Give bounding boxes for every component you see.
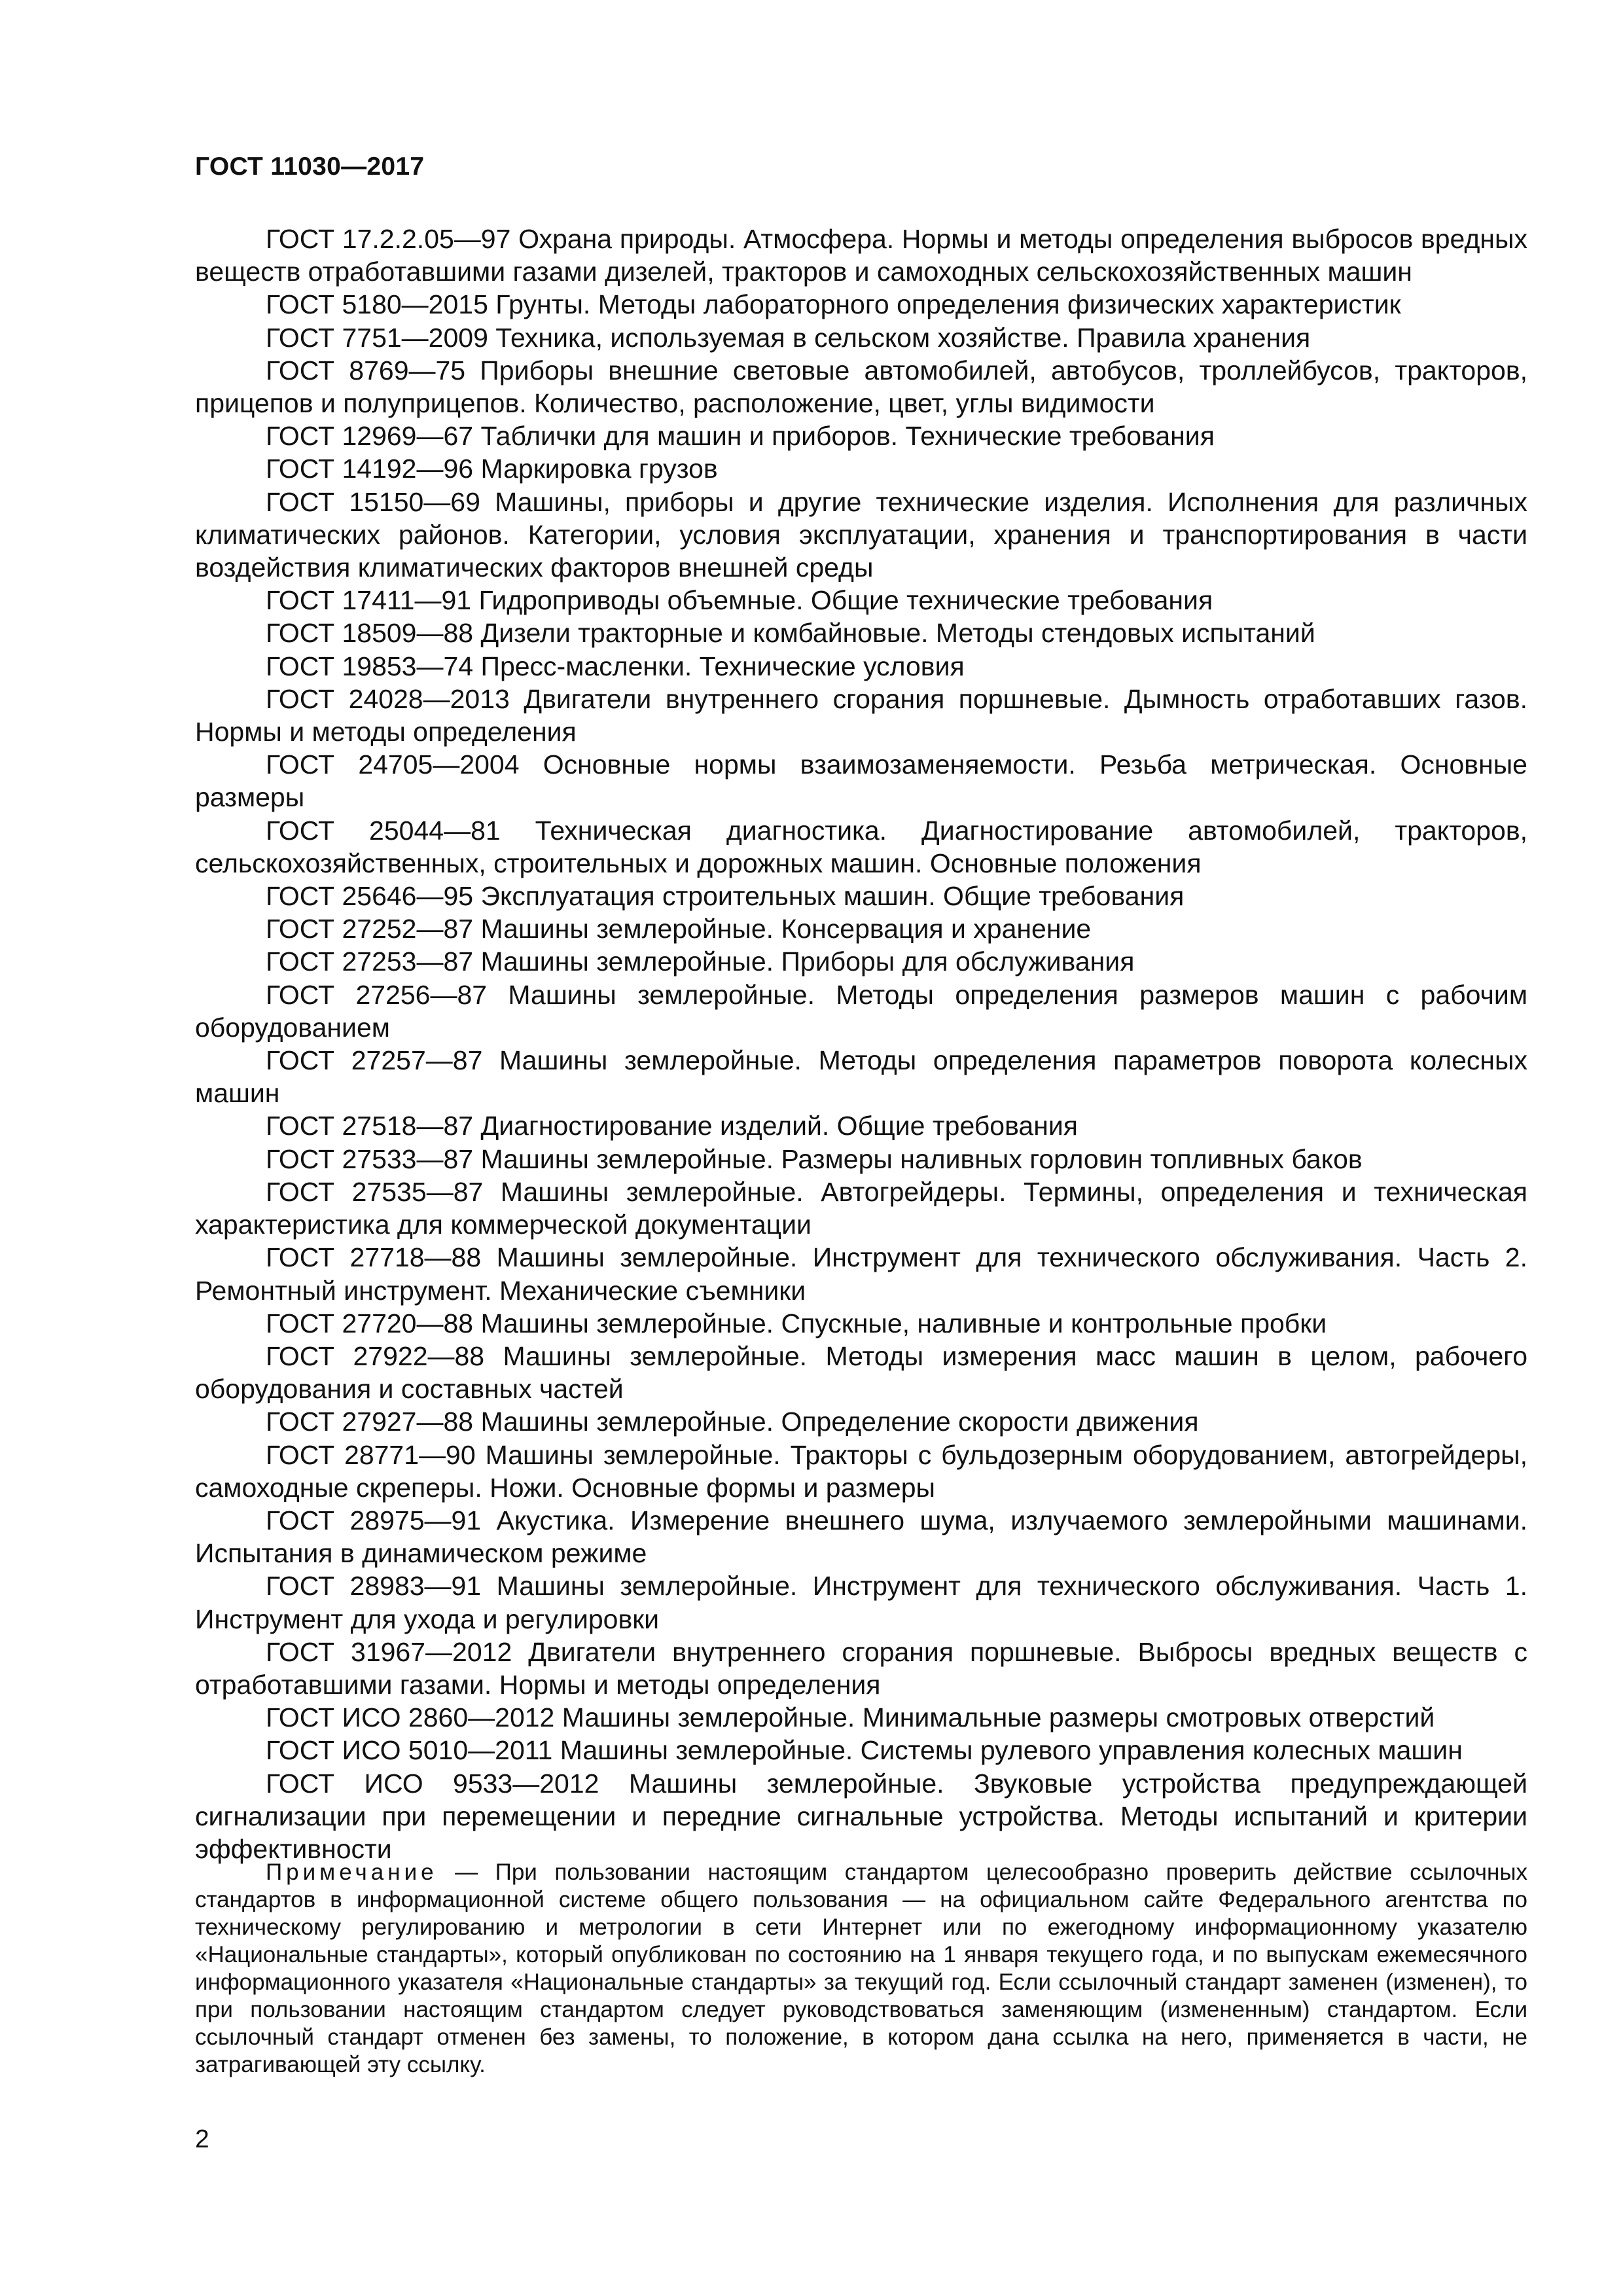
reference-item: ГОСТ 28983—91 Машины землеройные. Инструмент для технического обслуживания. Часть 1. Инструмент для ухода и регулировки xyxy=(195,1571,1527,1634)
reference-item: ГОСТ ИСО 5010—2011 Машины землеройные. Системы рулевого управления колесных машин xyxy=(266,1735,1463,1766)
reference-item: ГОСТ 27535—87 Машины землеройные. Автогрейдеры. Термины, определения и техническая характеристика для коммерческой документации xyxy=(195,1176,1527,1240)
note-text: — При пользовании настоящим стандартом целесообразно проверить действие ссылочных стандартов в информационной системе общего пользования — на официальном сайте Федерального агентства по техническому регулированию и метрологии в сети Интернет или по ежегодному информационному указателю «Национальные стандарты», который опубликован по состоянию на 1 января текущего года, и по выпускам ежемесячного информационного указателя «Национальные стандарты» за текущий год. Если ссылочный стандарт заменен (изменен), то при пользовании настоящим стандартом следует руководствоваться заменяющим (измененным) стандартом. Если ссылочный стандарт отменен без замены, то положение, в котором дана ссылка на него, применяется в части, не затрагивающей эту ссылку. xyxy=(195,1859,1527,2077)
note-label: Примечание xyxy=(266,1859,438,1885)
reference-item: ГОСТ 17411—91 Гидроприводы объемные. Общие технические требования xyxy=(266,585,1213,616)
reference-item: ГОСТ 24705—2004 Основные нормы взаимозаменяемости. Резьба метрическая. Основные размеры xyxy=(195,749,1527,813)
reference-item: ГОСТ 5180—2015 Грунты. Методы лабораторного определения физических характеристик xyxy=(266,289,1401,320)
reference-item: ГОСТ 27252—87 Машины землеройные. Консервация и хранение xyxy=(266,914,1092,944)
reference-item: ГОСТ 27256—87 Машины землеройные. Методы определения размеров машин с рабочим оборудованием xyxy=(195,979,1527,1043)
reference-item: ГОСТ 25646—95 Эксплуатация строительных машин. Общие требования xyxy=(266,881,1185,912)
reference-item: ГОСТ 27718—88 Машины землеройные. Инструмент для технического обслуживания. Часть 2. Ремонтный инструмент. Механические съемники xyxy=(195,1242,1527,1306)
reference-item: ГОСТ 17.2.2.05—97 Охрана природы. Атмосфера. Нормы и методы определения выбросов вредных веществ отработавшими газами дизелей, тракторов и самоходных сельскохозяйственных машин xyxy=(195,224,1527,287)
reference-item: ГОСТ ИСО 9533—2012 Машины землеройные. Звуковые устройства предупреждающей сигнализации при перемещении и передние сигнальные устройства. Методы испытаний и критерии эффективности xyxy=(195,1768,1527,1864)
reference-item: ГОСТ 27720—88 Машины землеройные. Спускные, наливные и контрольные пробки xyxy=(266,1308,1327,1338)
reference-item: ГОСТ 15150—69 Машины, приборы и другие технические изделия. Исполнения для различных климатических районов. Категории, условия эксплуатации, хранения и транспортирования в части воздействия климатических факторов внешней среды xyxy=(195,486,1527,583)
reference-item: ГОСТ 24028—2013 Двигатели внутреннего сгорания поршневые. Дымность отработавших газов. Нормы и методы определения xyxy=(195,683,1527,747)
reference-item: ГОСТ 25044—81 Техническая диагностика. Диагностирование автомобилей, тракторов, сельскохозяйственных, строительных и дорожных машин. Основные положения xyxy=(195,815,1527,878)
reference-item: ГОСТ 27922—88 Машины землеройные. Методы измерения масс машин в целом, рабочего оборудования и составных частей xyxy=(195,1340,1527,1405)
reference-item: ГОСТ 7751—2009 Техника, используемая в сельском хозяйстве. Правила хранения xyxy=(266,322,1311,353)
reference-item: ГОСТ 28975—91 Акустика. Измерение внешнего шума, излучаемого землеройными машинами. Испытания в динамическом режиме xyxy=(195,1505,1527,1569)
reference-item: ГОСТ ИСО 2860—2012 Машины землеройные. Минимальные размеры смотровых отверстий xyxy=(266,1702,1435,1733)
reference-item: ГОСТ 27257—87 Машины землеройные. Методы определения параметров поворота колесных машин xyxy=(195,1045,1527,1109)
reference-item: ГОСТ 27533—87 Машины землеройные. Размеры наливных горловин топливных баков xyxy=(266,1143,1363,1174)
reference-item: ГОСТ 27253—87 Машины землеройные. Приборы для обслуживания xyxy=(266,946,1135,977)
reference-item: ГОСТ 12969—67 Таблички для машин и приборов. Технические требования xyxy=(266,421,1215,452)
reference-item: ГОСТ 19853—74 Пресс-масленки. Технические условия xyxy=(266,651,965,681)
reference-item: ГОСТ 18509—88 Дизели тракторные и комбайновые. Методы стендовых испытаний xyxy=(266,618,1315,649)
reference-item: ГОСТ 8769—75 Приборы внешние световые автомобилей, автобусов, троллейбусов, тракторов, прицепов и полуприцепов. Количество, расположение, цвет, углы видимости xyxy=(195,355,1527,419)
document-code: ГОСТ 11030—2017 xyxy=(195,152,425,181)
reference-item: ГОСТ 27927—88 Машины землеройные. Определение скорости движения xyxy=(266,1407,1199,1437)
reference-item: ГОСТ 28771—90 Машины землеройные. Тракторы с бульдозерным оборудованием, автогрейдеры, самоходные скреперы. Ножи. Основные формы и размеры xyxy=(195,1439,1527,1503)
reference-item: ГОСТ 27518—87 Диагностирование изделий. Общие требования xyxy=(266,1111,1078,1141)
reference-item: ГОСТ 14192—96 Маркировка грузов xyxy=(266,454,718,484)
note-block xyxy=(195,1859,1527,2079)
reference-item: ГОСТ 31967—2012 Двигатели внутреннего сгорания поршневые. Выбросы вредных веществ с отработавшими газами. Нормы и методы определения xyxy=(195,1636,1527,1700)
page-number: 2 xyxy=(195,2125,209,2153)
normative-references-list xyxy=(195,223,1527,1865)
